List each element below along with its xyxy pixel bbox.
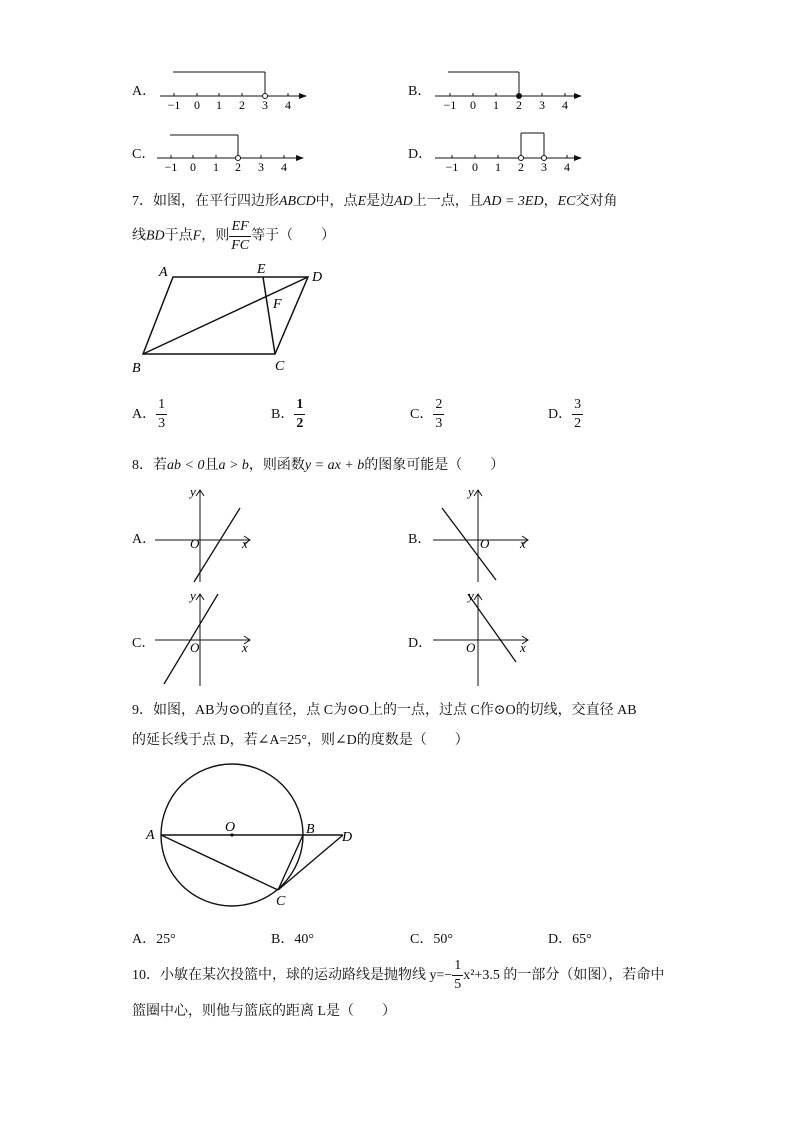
svg-text:O: O [480, 536, 490, 551]
q8-option-c-label: C． [132, 636, 156, 651]
q7-ratio-fraction: $\frac{EF}{FC}$ [231, 219, 250, 253]
q7-stem-line2: 线BD于点F，则 $\frac{EF}{FC}$ 等于（ ） [132, 219, 336, 253]
point-f-label: F [273, 297, 282, 312]
q9-circle-figure [140, 755, 370, 910]
tick-label: −1 [445, 160, 459, 174]
q6-option-d-label: D． [408, 147, 433, 162]
q6-number-line-a [155, 62, 315, 114]
q10-stem-line2: 篮圈中心，则他与篮底的距离 L是（ ） [132, 1004, 397, 1019]
tick-label: 1 [493, 98, 499, 112]
svg-text:x: x [520, 536, 526, 551]
point-a-label: A [146, 828, 155, 843]
q9-stem-line1: 9．如图，AB为⊙O的直径，点 C为⊙O上的一点，过点 C作⊙O的切线，交直径 AB [132, 703, 637, 718]
point-d-label: D [342, 830, 353, 845]
svg-text:x: x [242, 640, 248, 655]
svg-text:y: y [190, 588, 196, 603]
point-b-label: B [132, 361, 141, 376]
svg-text:O: O [190, 536, 200, 551]
tick-label: 4 [562, 98, 568, 112]
q6-number-line-d [430, 126, 590, 178]
tick-label: 3 [258, 160, 264, 174]
q7-option-a[interactable]: A． $\frac{1}{3}$ [132, 397, 166, 432]
q6-number-line-b [430, 62, 590, 114]
point-b-label: B [306, 822, 315, 837]
point-c-label: C [276, 894, 286, 909]
svg-text:y: y [468, 484, 474, 499]
tick-label: 0 [194, 98, 200, 112]
tick-label: 1 [216, 98, 222, 112]
q8-graph-a [150, 484, 260, 584]
tick-label: 2 [239, 98, 245, 112]
tick-label: 4 [564, 160, 570, 174]
svg-text:y: y [190, 484, 196, 499]
tick-label: 0 [472, 160, 478, 174]
q7-option-c[interactable]: C． $\frac{2}{3}$ [410, 397, 443, 432]
q9-option-a[interactable]: A．25° [132, 932, 176, 947]
point-d-label: D [312, 270, 323, 285]
svg-text:x: x [242, 536, 248, 551]
svg-text:O: O [190, 640, 200, 655]
tick-label: 0 [190, 160, 196, 174]
q7-stem-line1: 7．如图，在平行四边形ABCD中，点E是边AD上一点，且AD = 3ED，EC交对角 [132, 194, 618, 209]
tick-label: 3 [539, 98, 545, 112]
q8-option-d-label: D． [408, 636, 433, 651]
tick-label: 3 [541, 160, 547, 174]
tick-label: −1 [167, 98, 181, 112]
q9-option-d[interactable]: D．65° [548, 932, 592, 947]
svg-text:x: x [520, 640, 526, 655]
q6-option-b-label: B． [408, 84, 432, 99]
tick-label: 3 [262, 98, 268, 112]
q8-graph-d [428, 588, 538, 688]
tick-label: 2 [518, 160, 524, 174]
q7-option-d[interactable]: D． $\frac{3}{2}$ [548, 397, 582, 432]
q8-option-a-label: A． [132, 532, 157, 547]
tick-label: −1 [443, 98, 457, 112]
q9-stem-line2: 的延长线于点 D，若∠A=25°，则∠D的度数是（ ） [132, 733, 469, 748]
tick-label: −1 [164, 160, 178, 174]
q8-option-b-label: B． [408, 532, 432, 547]
svg-text:y: y [468, 588, 474, 603]
tick-label: 0 [470, 98, 476, 112]
point-o-label: O [225, 820, 236, 835]
q8-graph-c [150, 588, 260, 688]
q9-option-b[interactable]: B．40° [271, 932, 314, 947]
point-c-label: C [275, 359, 285, 374]
tick-label: 4 [285, 98, 291, 112]
svg-text:O: O [466, 640, 476, 655]
q7-option-b[interactable]: B． $\frac{1}{2}$ [271, 397, 304, 432]
tick-label: 1 [213, 160, 219, 174]
q6-option-c-label: C． [132, 147, 156, 162]
q10-coefficient-fraction: $\frac{1}{5}$ [454, 958, 462, 993]
q8-stem: 8．若ab < 0且a > b，则函数y = ax + b的图象可能是（ ） [132, 458, 505, 473]
q6-number-line-c [152, 126, 312, 178]
tick-label: 2 [516, 98, 522, 112]
q9-option-c[interactable]: C．50° [410, 932, 453, 947]
point-e-label: E [257, 262, 266, 277]
q7-parallelogram-figure [128, 258, 338, 378]
tick-label: 1 [495, 160, 501, 174]
q8-graph-b [428, 484, 538, 584]
q10-stem-line1: 10．小敏在某次投篮中，球的运动路线是抛物线 y=− $\frac{1}{5}$ x²+3.5 的一部分（如图），若命中 [132, 958, 665, 993]
tick-label: 4 [281, 160, 287, 174]
q6-option-a-label: A． [132, 84, 157, 99]
point-a-label: A [159, 265, 168, 280]
tick-label: 2 [235, 160, 241, 174]
